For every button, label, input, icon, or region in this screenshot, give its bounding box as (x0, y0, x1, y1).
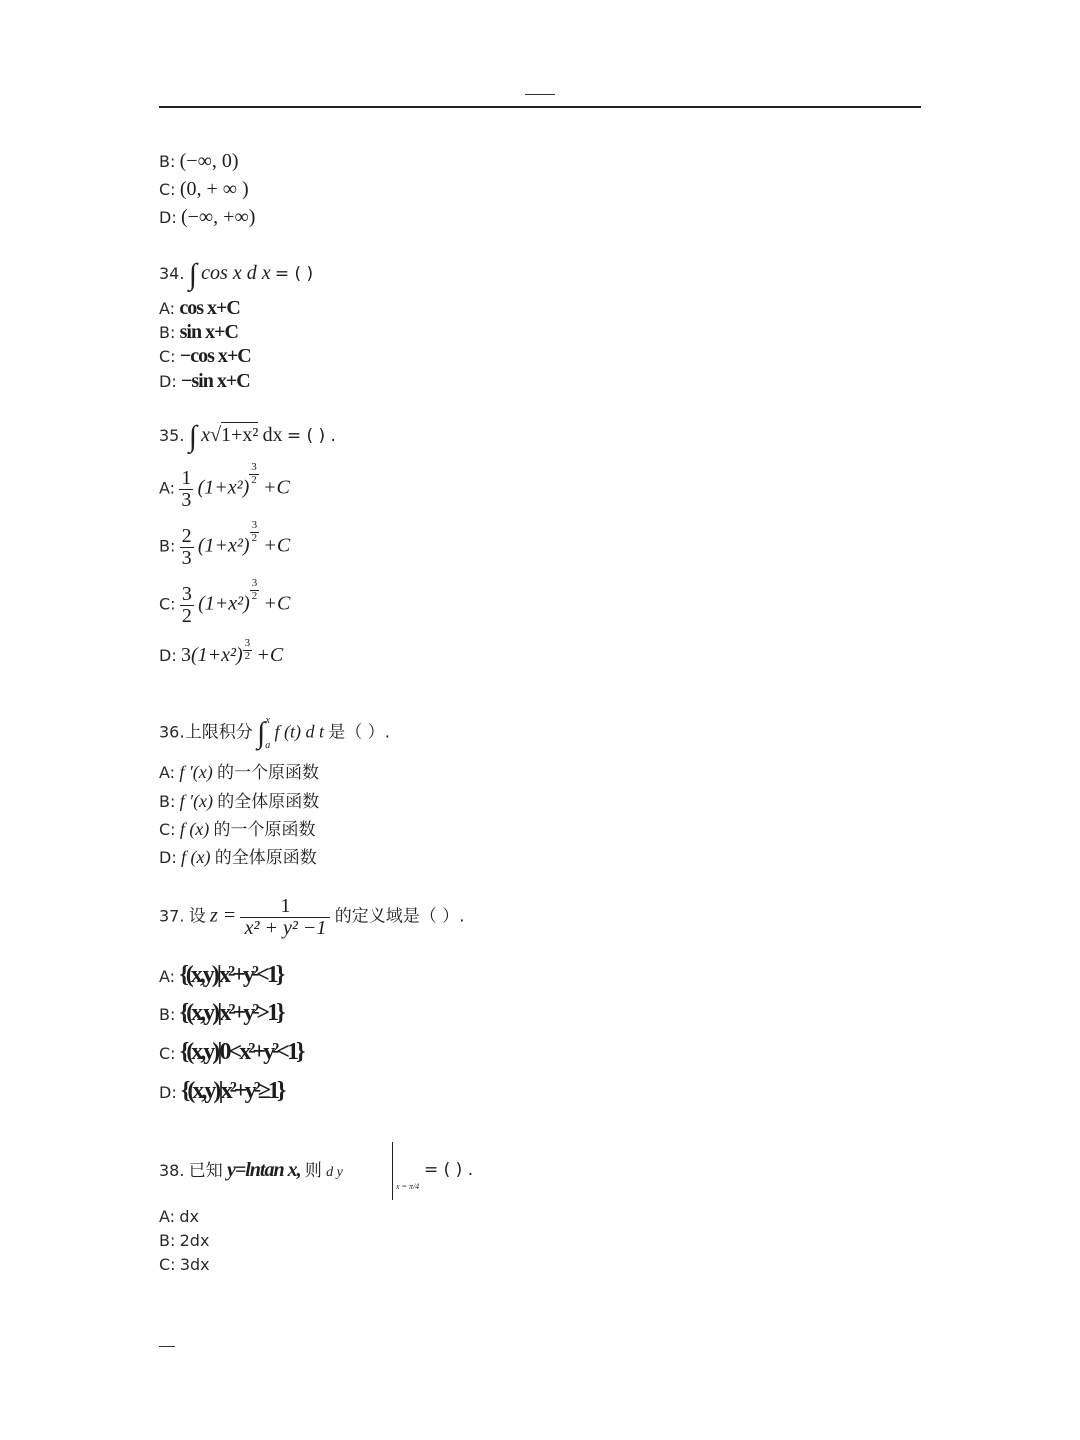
option-label: A: (159, 478, 176, 498)
option-expr: (−∞, 0) (179, 150, 239, 172)
option-label: B: (159, 1005, 176, 1024)
function-expr: y=lntan x, (226, 1159, 301, 1181)
option-label: D: (159, 848, 177, 867)
integrand: f (t) d t (274, 721, 324, 742)
option-label: C: (159, 820, 176, 839)
q38-blank (424, 1160, 473, 1180)
q37-option-d (159, 1078, 283, 1105)
option-text: 的一个原函数 (213, 820, 316, 840)
answer-blank: = ( ) . (424, 1160, 474, 1180)
option-label: D: (159, 1083, 177, 1102)
q38-question (159, 1156, 343, 1182)
option-text: 的一个原函数 (216, 763, 319, 783)
option-label: B: (159, 1231, 176, 1250)
option-label: C: (159, 347, 176, 366)
exponent: $\frac{3}{2}$ (251, 577, 258, 602)
option-label: B: (159, 152, 176, 171)
q33-option-b (159, 150, 238, 173)
q35-option-a (159, 461, 290, 511)
integrand-x: x (201, 423, 211, 446)
option-expr: {(x,y)|x²+y²>1} (179, 1000, 283, 1026)
footer-mark (159, 1346, 175, 1347)
constant: +C (263, 534, 291, 557)
constant: +C (263, 476, 290, 499)
base: (1+x²) (190, 644, 243, 666)
integral-sign: ∫ (257, 716, 266, 750)
differential: d y (326, 1165, 343, 1180)
option-expr: (−∞, +∞) (180, 206, 256, 228)
q37-option-a (159, 962, 282, 989)
q37-question (159, 896, 465, 939)
option-label: D: (159, 646, 177, 665)
option-label: B: (159, 323, 176, 342)
constant: +C (263, 592, 291, 615)
option-expr: f (x) (179, 819, 210, 839)
q36-option-d (159, 843, 317, 868)
option-label: C: (159, 1255, 176, 1274)
option-label: C: (159, 594, 176, 614)
option-expr: dx (179, 1207, 199, 1226)
answer-blank: = ( ) (274, 263, 314, 284)
q34-question (159, 258, 313, 292)
differential: dx (262, 423, 283, 446)
base: (1+x²) (198, 592, 250, 615)
integral-sign: ∫ (188, 420, 197, 453)
q34-option-b (159, 321, 238, 344)
option-text: 的全体原函数 (214, 848, 317, 868)
option-expr: 3dx (179, 1255, 210, 1274)
question-text-after: 是（ ）. (328, 722, 391, 743)
question-prefix: 已知 (188, 1161, 223, 1181)
base: (1+x²) (197, 534, 250, 557)
sqrt-body: 1+x² (221, 423, 259, 446)
q35-option-c (159, 577, 291, 627)
option-expr: −sin x+C (180, 370, 250, 392)
integral-sign: ∫ (188, 258, 197, 291)
lhs: z = (209, 904, 237, 927)
integral-limits: x a (265, 715, 271, 751)
q38-option-b (159, 1231, 209, 1251)
q38-option-c (159, 1255, 210, 1275)
option-expr: {(x,y)|x²+y²≥1} (180, 1078, 284, 1104)
integrand: cos x d x (201, 261, 271, 284)
q36-option-c (159, 815, 316, 840)
option-label: A: (159, 763, 176, 782)
q33-option-d (159, 206, 255, 229)
base: (1+x²) (197, 476, 250, 499)
question-prefix: 设 (188, 906, 206, 927)
option-expr: (0, + ∞ ) (179, 178, 249, 200)
fraction: $\frac{3}{2}$ (181, 583, 192, 627)
q36-question (159, 716, 390, 751)
header-rule (159, 106, 921, 108)
constant: +C (256, 644, 284, 666)
option-label: D: (159, 208, 177, 227)
option-expr: f ′(x) (179, 762, 213, 782)
question-mid: 则 (304, 1161, 322, 1181)
fraction: $\frac{1}{3}$ (181, 467, 192, 511)
header-mark (525, 94, 555, 95)
coefficient: 3 (180, 644, 191, 666)
fraction: $\frac{2}{3}$ (181, 525, 192, 569)
q34-option-a (159, 297, 240, 320)
option-label: D: (159, 372, 177, 391)
option-expr: f ′(x) (179, 791, 214, 811)
question-number: 38. (159, 1161, 185, 1180)
option-expr: {(x,y)|0<x²+y²<1} (179, 1039, 303, 1065)
evaluation-bar (392, 1142, 393, 1200)
option-label: B: (159, 792, 176, 811)
option-label: B: (159, 536, 176, 556)
q35-option-b (159, 519, 291, 569)
option-label: C: (159, 180, 176, 199)
option-expr: sin x+C (179, 321, 238, 343)
option-expr: {(x,y)|x²+y²<1} (179, 962, 283, 988)
answer-blank: = ( ) . (286, 425, 336, 446)
exponent: $\frac{3}{2}$ (251, 519, 258, 544)
q34-option-c (159, 345, 251, 368)
q37-option-c (159, 1039, 302, 1066)
q35-question: 35. ∫ x√1+x² dx = ( ) . (159, 420, 336, 453)
question-text-after: 的定义域是（ ）. (334, 906, 465, 927)
option-expr: f (x) (180, 847, 211, 867)
option-expr: −cos x+C (179, 345, 251, 367)
q36-option-a (159, 758, 319, 783)
question-number: 37. (159, 906, 185, 926)
option-expr: cos x+C (179, 297, 240, 319)
option-text: 的全体原函数 (217, 792, 320, 812)
fraction: $\frac{1}{\text{x² + y² −1}}$ (240, 896, 330, 939)
q37-option-b (159, 1000, 283, 1027)
exponent: $\frac{3}{2}$ (251, 461, 257, 486)
q33-option-c (159, 178, 249, 201)
q38-option-a (159, 1207, 199, 1227)
question-number: 34. (159, 263, 185, 283)
exponent: $\frac{3}{2}$ (244, 637, 251, 662)
option-label: A: (159, 967, 176, 986)
q34-option-d (159, 370, 250, 393)
evaluation-point: x = π/4 (396, 1182, 420, 1191)
option-label: A: (159, 1207, 176, 1226)
q36-option-b (159, 787, 319, 812)
question-number: 35. (159, 425, 185, 445)
option-label: A: (159, 299, 176, 318)
question-number: 36 (159, 722, 180, 742)
option-expr: 2dx (179, 1231, 210, 1250)
q35-option-d (159, 637, 284, 668)
option-label: C: (159, 1044, 176, 1063)
question-text: .上限积分 (179, 722, 253, 743)
